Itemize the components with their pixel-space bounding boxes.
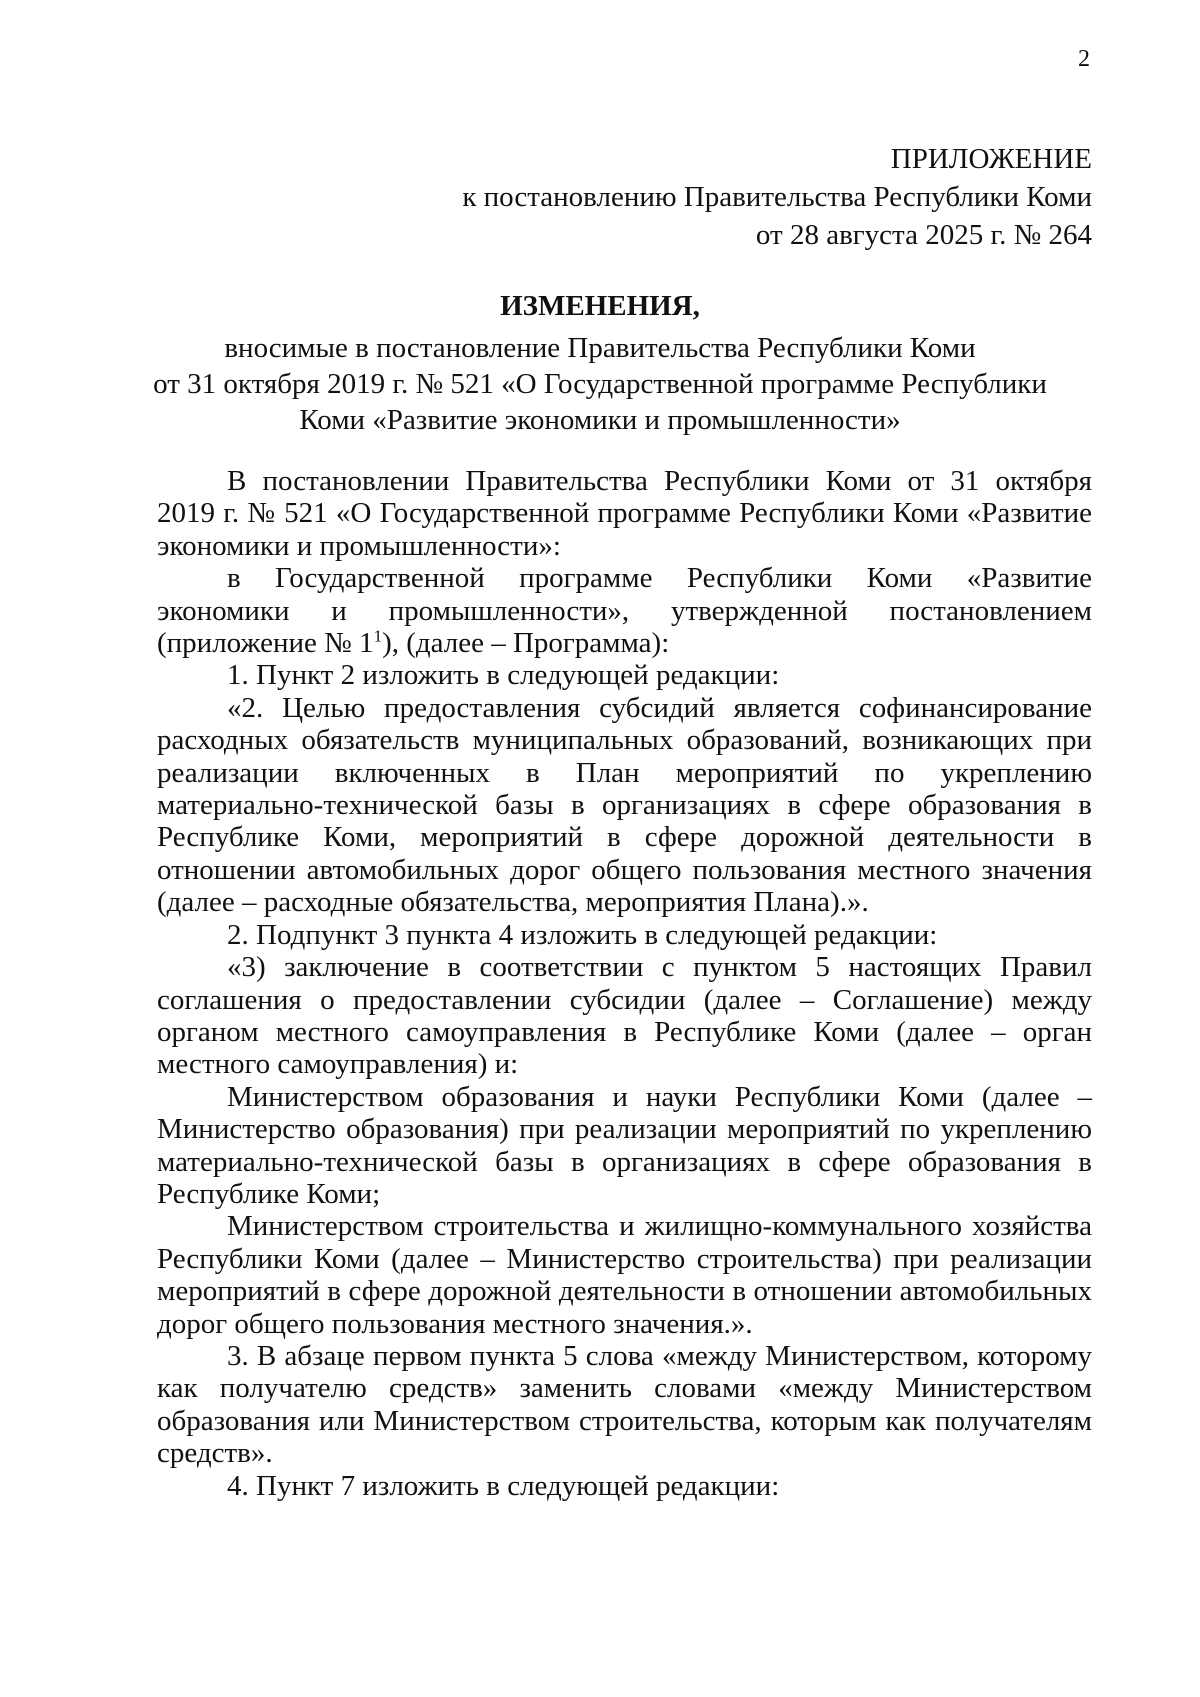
body-text bbox=[157, 465, 1092, 1502]
paragraph-2 bbox=[157, 562, 1092, 659]
paragraph-3: 1. Пункт 2 изложить в следующей редакции: bbox=[227, 659, 780, 692]
paragraph-6: «3) заключение в соответствии с пунктом 5 настоящих Правил соглашения о предоставлении субсидии (далее – Соглашение) между органом местного самоуправления в Республике Коми (далее – орган местного самоуправления) и: bbox=[157, 951, 1092, 1081]
paragraph-2-tail: ), (далее – Программа): bbox=[382, 627, 670, 660]
paragraph-8: Министерством строительства и жилищно-коммунального хозяйства Республики Коми (далее – Министерство строительства) при реализации мероприятий в сфере дорожной деятельности в отношении автомобильных дорог общего пользования местного значения.». bbox=[157, 1210, 1092, 1340]
title-line-1: вносимые в постановление Правительства Республики Коми bbox=[224, 332, 976, 364]
title-line-3: Коми «Развитие экономики и промышленности» bbox=[299, 404, 901, 436]
appendix-line-1: к постановлению Правительства Республики Коми bbox=[462, 181, 1092, 213]
paragraph-1: В постановлении Правительства Республики Коми от 31 октября 2019 г. № 521 «О Государственной программе Республики Коми «Развитие экономики и промышленности»: bbox=[157, 465, 1092, 562]
appendix-block bbox=[462, 140, 1092, 254]
appendix-line-2: от 28 августа 2025 г. № 264 bbox=[755, 219, 1092, 251]
footnote-superscript: 1 bbox=[373, 626, 383, 646]
paragraph-4: «2. Целью предоставления субсидий является софинансирование расходных обязательств муниципальных образований, возникающих при реализации включенных в План мероприятий по укреплению материально-технической базы в организациях в сфере образования в Республике Коми, мероприятий в сфере дорожной деятельности в отношении автомобильных дорог общего пользования местного значения (далее – расходные обязательства, мероприятия Плана).». bbox=[157, 691, 1092, 919]
paragraph-7: Министерством образования и науки Республики Коми (далее – Министерство образования) при реализации мероприятий по укреплению материально-технической базы в организациях в сфере образования в Республике Коми; bbox=[157, 1080, 1092, 1210]
document-heading: ИЗМЕНЕНИЯ, bbox=[500, 290, 700, 322]
appendix-label: ПРИЛОЖЕНИЕ bbox=[890, 143, 1092, 175]
page-number: 2 bbox=[1078, 46, 1090, 72]
title-line-2: от 31 октября 2019 г. № 521 «О Государственной программе Республики bbox=[153, 368, 1047, 400]
paragraph-2-text: в Государственной программе Республики Коми «Развитие экономики и промышленности», утвержденной постановлением (приложение № 1 bbox=[157, 562, 1092, 660]
paragraph-9: 3. В абзаце первом пункта 5 слова «между Министерством, которому как получателю средств» заменить словами «между Министерством образования или Министерством строительства, которым как получателям средств». bbox=[157, 1339, 1092, 1470]
paragraph-10: 4. Пункт 7 изложить в следующей редакции: bbox=[227, 1469, 780, 1502]
title-block bbox=[0, 288, 1200, 438]
paragraph-5: 2. Подпункт 3 пункта 4 изложить в следующей редакции: bbox=[227, 918, 938, 951]
